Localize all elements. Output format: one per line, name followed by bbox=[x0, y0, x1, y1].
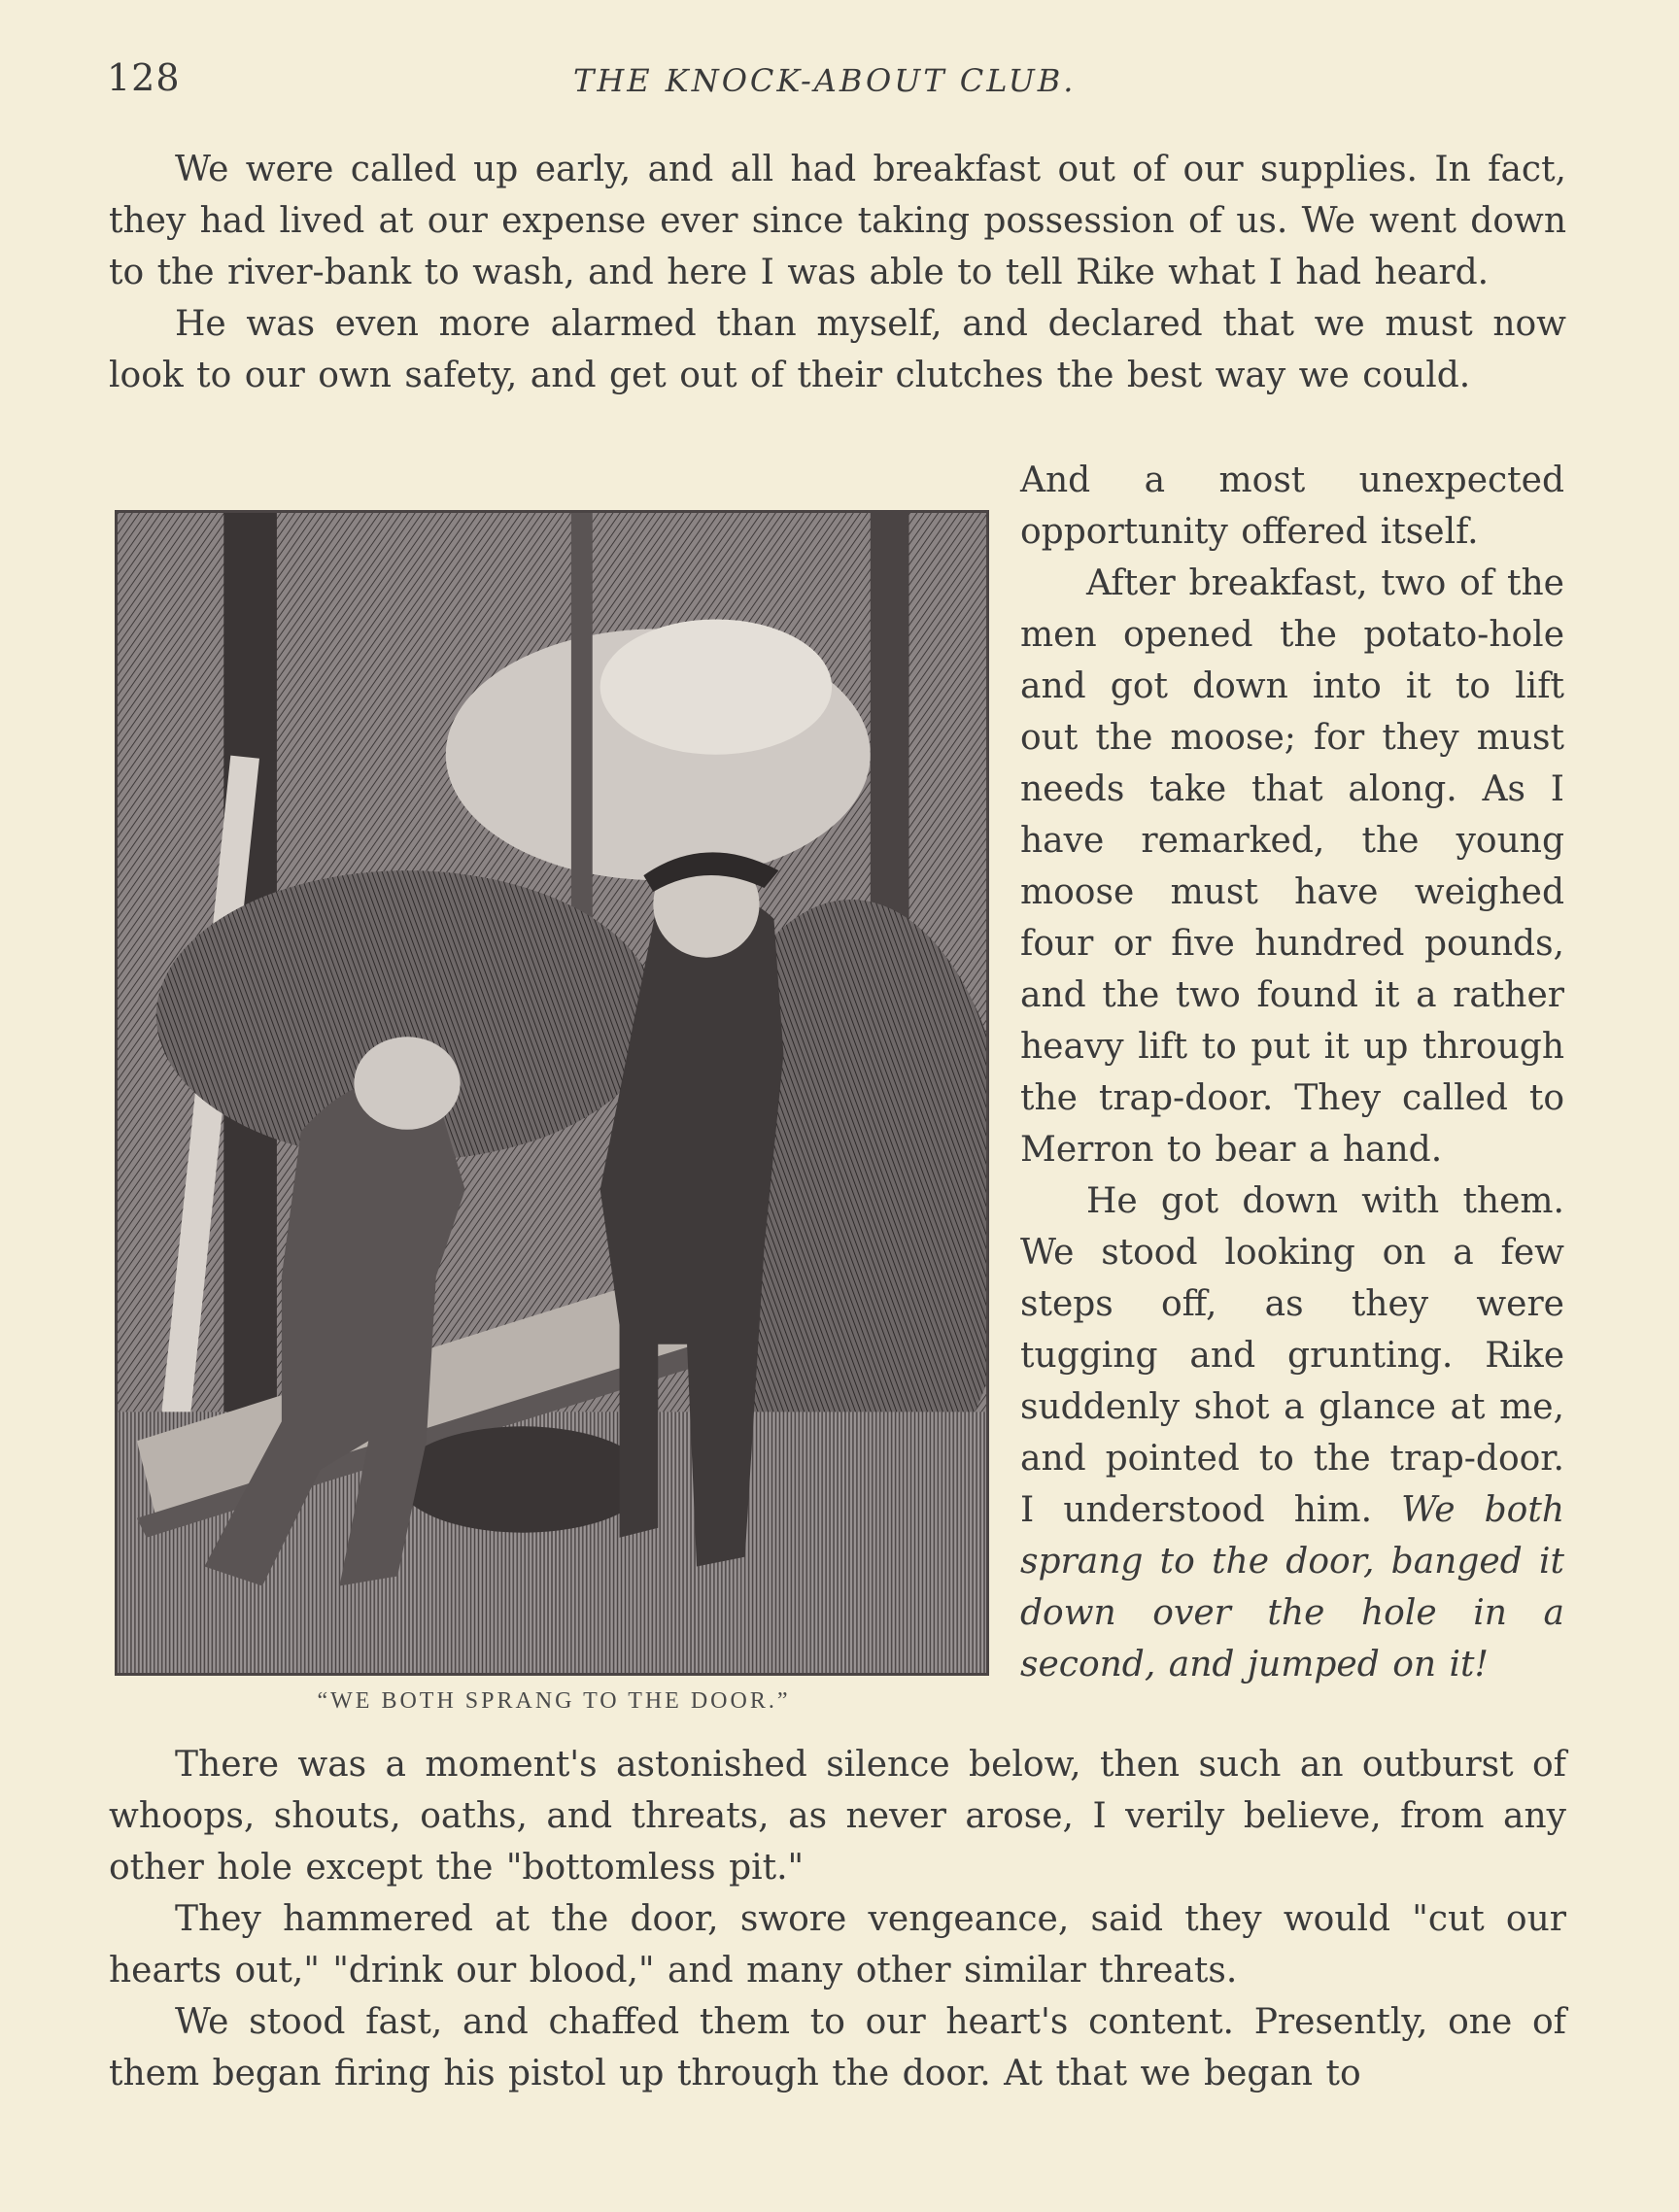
paragraph-italic-text: We both sprang to the door, banged it down over the hole in a second, and jumped on it! bbox=[1020, 1490, 1565, 1685]
bottom-text-block bbox=[109, 1739, 1566, 2099]
side-text-column bbox=[1020, 455, 1564, 1690]
paragraph bbox=[1020, 1175, 1564, 1690]
paragraph: We were called up early, and all had breakfast out of our supplies. In fact, they had lived at our expense ever since taking possession of us. We went down to the river-bank to wash, and here I was able to tell Rike what I had heard. bbox=[109, 150, 1566, 292]
paragraph: He was even more alarmed than myself, and declared that we must now look to our own safety, and get out of their clutches the best way we could. bbox=[109, 304, 1566, 395]
page-header bbox=[107, 56, 1564, 105]
paragraph-text: He got down with them. We stood looking on a few steps off, as they were tugging and grunting. Rike suddenly shot a glance at me, and pointed to the trap-door. I understood him. bbox=[1020, 1181, 1564, 1530]
paragraph: We stood fast, and chaffed them to our heart's content. Presently, one of them began firing his pistol up through the door. At that we began to bbox=[109, 2002, 1566, 2093]
paragraph-continuation: And a most unexpected opportunity offered itself. bbox=[1020, 460, 1564, 552]
running-head: THE KNOCK-ABOUT CLUB. bbox=[573, 62, 1077, 99]
paragraph: There was a moment's astonished silence below, then such an outburst of whoops, shouts, oaths, and threats, as never arose, I verily believe, from any other hole except the "bottomless pit." bbox=[109, 1745, 1566, 1888]
engraving-illustration bbox=[115, 510, 989, 1676]
top-text-block bbox=[109, 144, 1566, 401]
page-number: 128 bbox=[107, 56, 181, 99]
paragraph: They hammered at the door, swore vengeance, said they would "cut our hearts out," "drink our blood," and many other similar threats. bbox=[109, 1899, 1566, 1991]
figure-caption: “WE BOTH SPRANG TO THE DOOR.” bbox=[317, 1688, 791, 1714]
paragraph: After breakfast, two of the men opened the potato-hole and got down into it to lift out the moose; for they must needs take that along. As I have remarked, the young moose must have weighed four or five hundred pounds, and the two found it a rather heavy lift to put it up through the trap-door. They called to Merron to bear a hand. bbox=[1020, 563, 1564, 1170]
